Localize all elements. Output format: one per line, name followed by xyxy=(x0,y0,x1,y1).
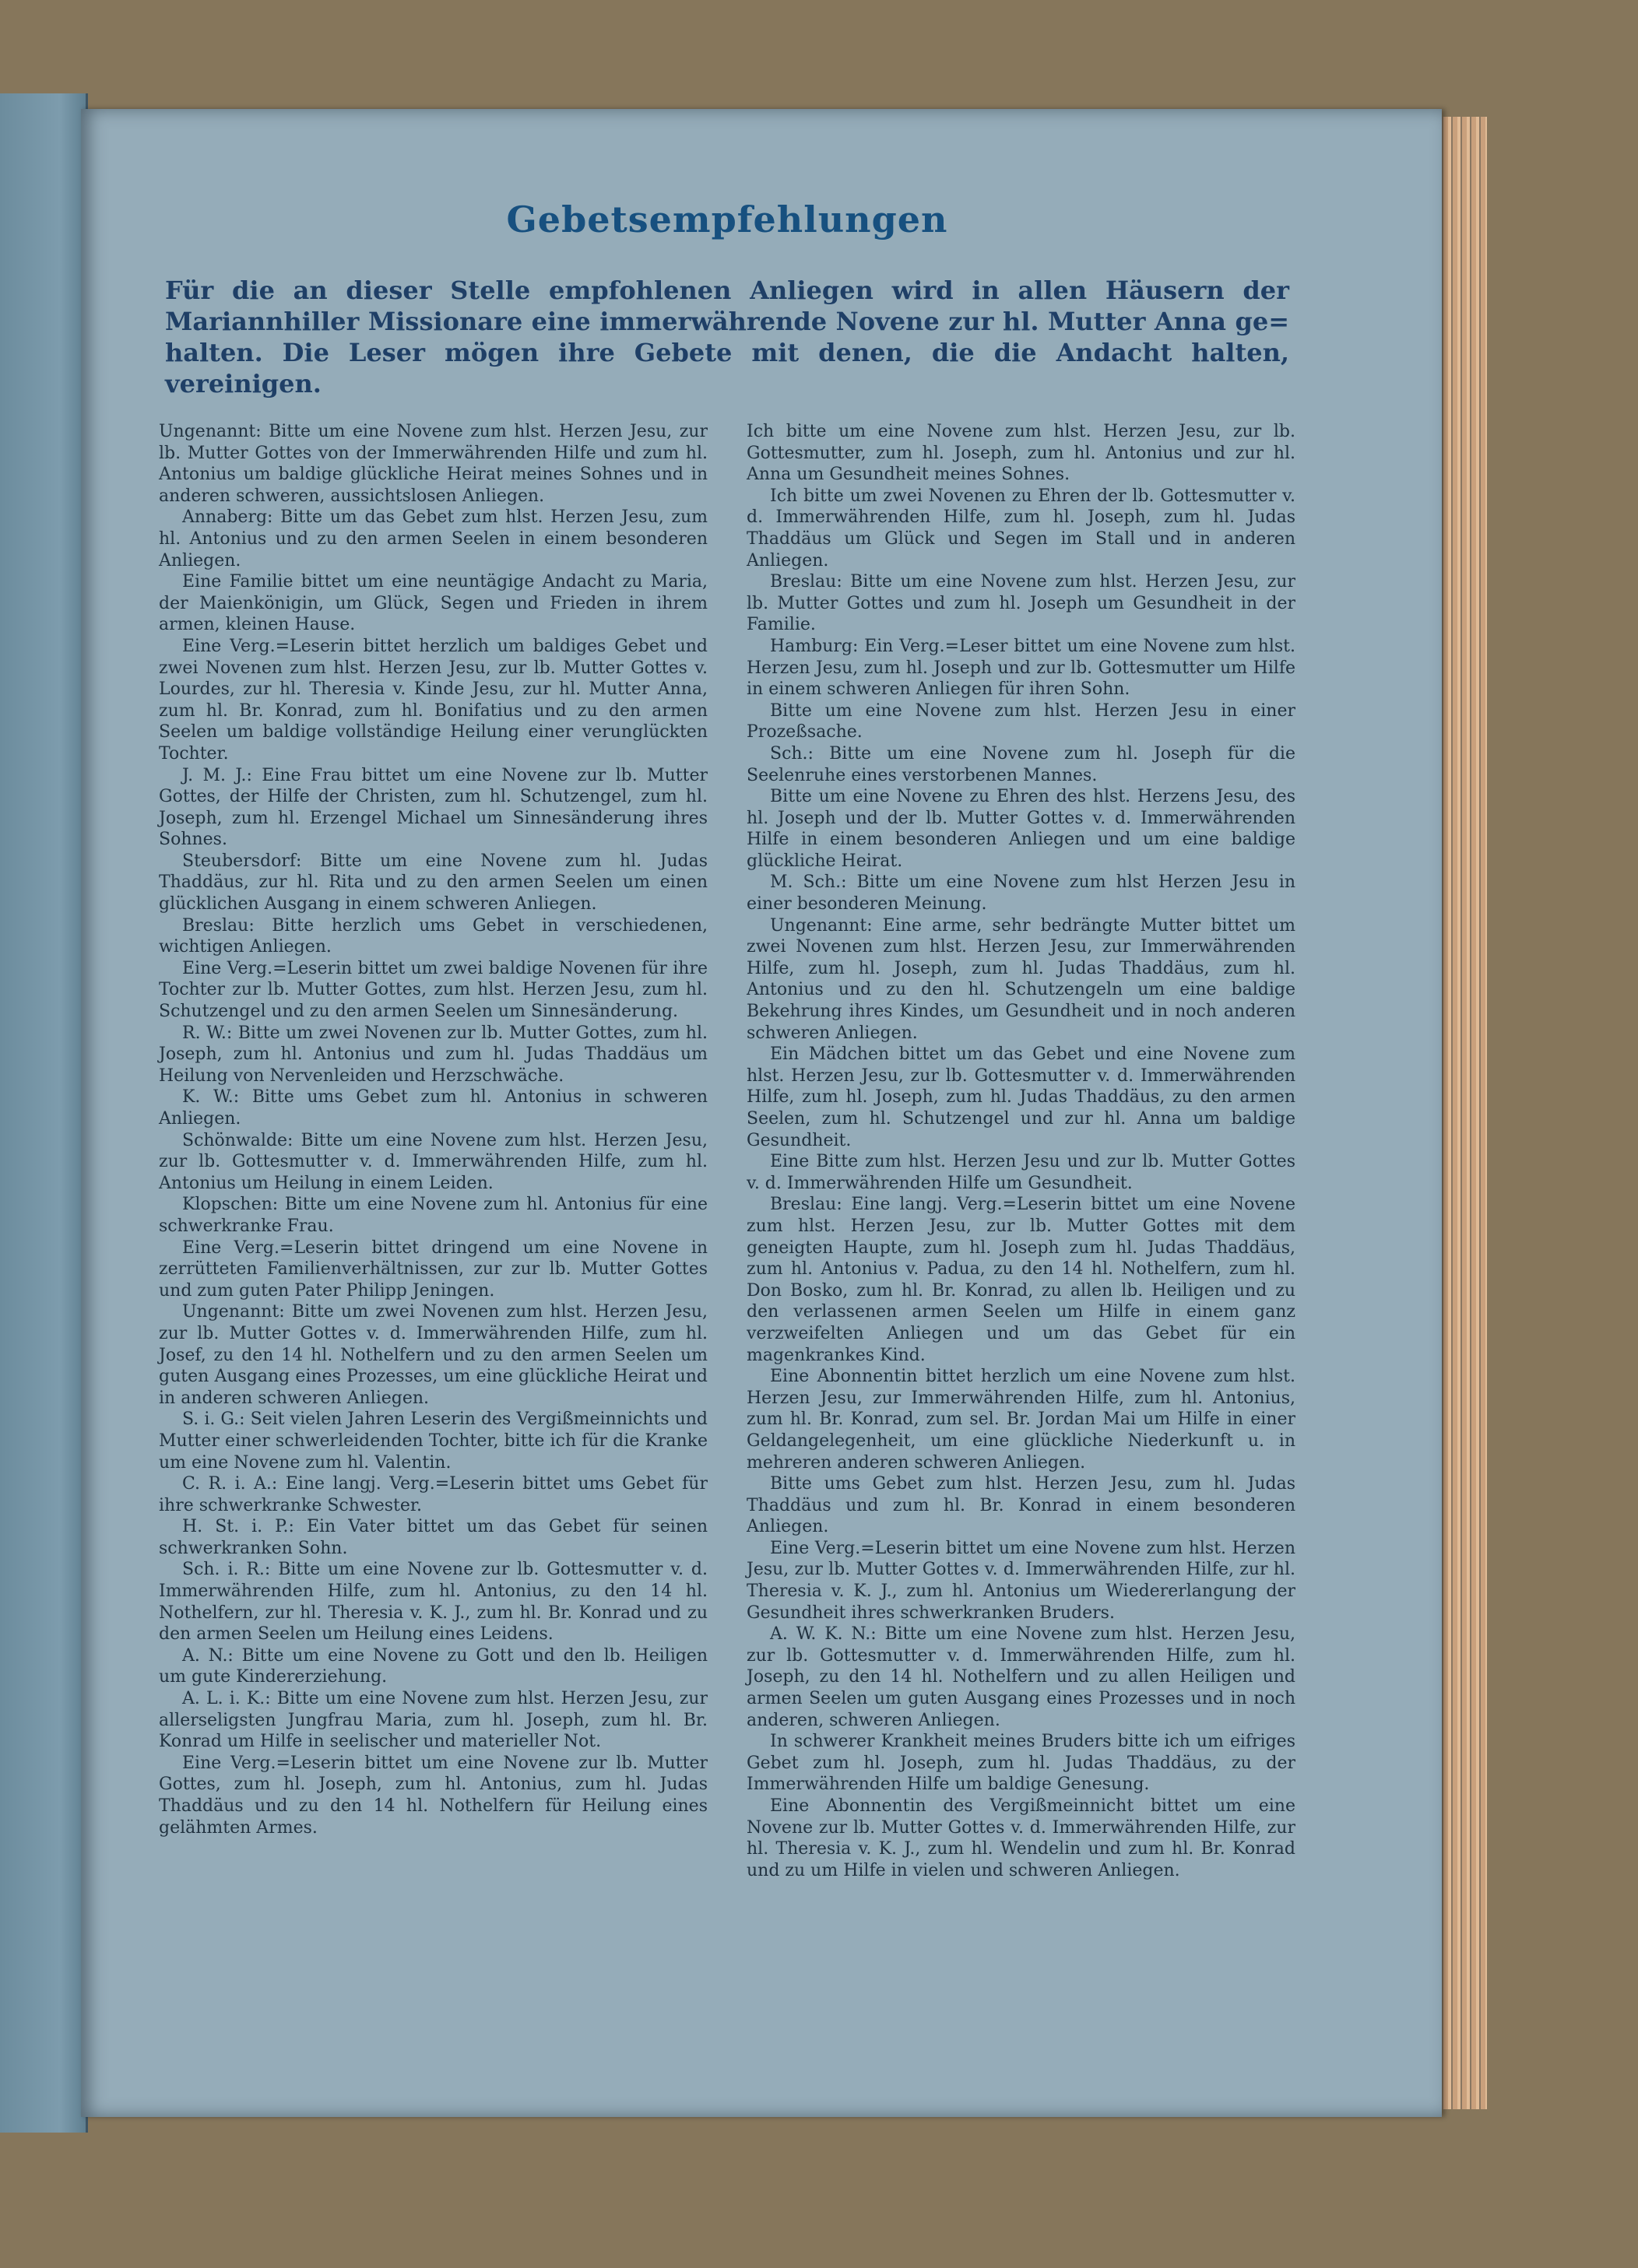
prayer-request: Ungenannt: Eine arme, sehr bedrängte Mutter bittet um zwei Novenen zum hlst. Herzen Jesu, zur Immerwährenden Hilfe, zum hl. Joseph, zum hl. Judas Thaddäus, zum hl. Antonius und zu den hl. Schutzengeln um eine baldige Bekehrung ihres Kindes, um Gesundheit und in noch anderen schweren Anliegen. xyxy=(747,915,1295,1043)
prayer-request: Ungenannt: Bitte um zwei Novenen zum hlst. Herzen Jesu, zur lb. Mutter Gottes v. d. Immerwährenden Hilfe, zum hl. Josef, zu den 14 hl. Nothelfern und zu den armen Seelen um guten Ausgang eines Prozesses, um eine glückliche Heirat und in anderen schweren Anliegen. xyxy=(159,1302,708,1408)
prayer-request: Eine Verg.=Leserin bittet dringend um eine Novene in zerrütteten Familienverhältnissen, zur zur lb. Mutter Gottes und zum guten Pater Philipp Jeningen. xyxy=(159,1238,708,1301)
prayer-request: A. N.: Bitte um eine Novene zu Gott und den lb. Heiligen um gute Kindererziehung. xyxy=(159,1645,708,1687)
prayer-request: Eine Verg.=Leserin bittet herzlich um baldiges Gebet und zwei Novenen zum hlst. Herzen Jesu, zur lb. Mutter Gottes v. Lourdes, zur hl. Theresia v. Kinde Jesu, zur hl. Mutter Anna, zum hl. Br. Konrad, zum hl. Bonifatius und zu den armen Seelen um baldige vollständige Heilung einer verunglückten Tochter. xyxy=(159,636,708,764)
prayer-request: In schwerer Krankheit meines Bruders bitte ich um eifriges Gebet zum hl. Joseph, zum hl. Judas Thaddäus, zu der Immerwährenden Hilfe um baldige Genesung. xyxy=(747,1732,1295,1795)
prayer-request: H. St. i. P.: Ein Vater bittet um das Gebet für seinen schwerkranken Sohn. xyxy=(159,1517,708,1558)
prayer-request: Schönwalde: Bitte um eine Novene zum hlst. Herzen Jesu, zur lb. Gottesmutter v. d. Immerwährenden Hilfe, zum hl. Antonius um Heilung in einem Leiden. xyxy=(159,1130,708,1193)
prayer-request: Eine Abonnentin bittet herzlich um eine Novene zum hlst. Herzen Jesu, zur Immerwährenden Hilfe, zum hl. Antonius, zum hl. Br. Konrad, zum sel. Br. Jordan Mai um Hilfe in einer Geldangelegenheit, um eine glückliche Niederkunft u. in mehreren anderen schweren Anliegen. xyxy=(747,1367,1295,1473)
prayer-request: Ich bitte um eine Novene zum hlst. Herzen Jesu, zur lb. Gottesmutter, zum hl. Joseph, zum hl. Antonius und zur hl. Anna um Gesundheit meines Sohnes. xyxy=(747,422,1295,485)
left-column xyxy=(159,421,708,1838)
prayer-request: Bitte um eine Novene zum hlst. Herzen Jesu in einer Prozeßsache. xyxy=(747,700,1295,743)
prayer-request: Ein Mädchen bittet um das Gebet und eine Novene zum hlst. Herzen Jesu, zur lb. Gottesmutter v. d. Immerwährenden Hilfe, zum hl. Joseph, zum hl. Judas Thaddäus, zu den armen Seelen, zum hl. Schutzengel und zur hl. Anna um baldige Gesundheit. xyxy=(747,1044,1295,1150)
prayer-request: J. M. J.: Eine Frau bittet um eine Novene zur lb. Mutter Gottes, der Hilfe der Christen, zum hl. Schutzengel, zum hl. Joseph, zum hl. Erzengel Michael um Sinnesänderung ihres Sohnes. xyxy=(159,765,708,850)
columns xyxy=(159,421,1295,2149)
prayer-request: K. W.: Bitte ums Gebet zum hl. Antonius in schweren Anliegen. xyxy=(159,1087,708,1129)
prayer-request: C. R. i. A.: Eine langj. Verg.=Leserin bittet ums Gebet für ihre schwerkranke Schwester. xyxy=(159,1474,708,1515)
intro-line: Für die an dieser Stelle empfohlenen Anliegen wird in allen Häusern der xyxy=(165,276,1289,305)
prayer-request: Ungenannt: Bitte um eine Novene zum hlst. Herzen Jesu, zur lb. Mutter Gottes von der Immerwährenden Hilfe und zum hl. Antonius um baldige glückliche Heirat meines Sohnes und in anderen schweren, aussichtslosen Anliegen. xyxy=(159,422,708,506)
prayer-request: Annaberg: Bitte um das Gebet zum hlst. Herzen Jesu, zum hl. Antonius und zu den armen Seelen in einem besonderen Anliegen. xyxy=(159,507,708,571)
page-content xyxy=(159,198,1295,2090)
prayer-request: Breslau: Bitte um eine Novene zum hlst. Herzen Jesu, zur lb. Mutter Gottes und zum hl. Joseph um Gesundheit in der Familie. xyxy=(747,572,1295,635)
prayer-request: R. W.: Bitte um zwei Novenen zur lb. Mutter Gottes, zum hl. Joseph, zum hl. Antonius und zum hl. Judas Thaddäus um Heilung von Nervenleiden und Herzschwäche. xyxy=(159,1023,708,1086)
prayer-request: Steubersdorf: Bitte um eine Novene zum hl. Judas Thaddäus, zur hl. Rita und zu den armen Seelen um einen glücklichen Ausgang in einem schweren Anliegen. xyxy=(159,851,708,915)
prayer-request: Eine Verg.=Leserin bittet um zwei baldige Novenen für ihre Tochter zur lb. Mutter Gottes, zum hlst. Herzen Jesu, zum hl. Schutzengel und zu den armen Seelen um Sinnesänderung. xyxy=(159,958,708,1022)
page-title: Gebetsempfehlungen xyxy=(506,198,948,240)
prayer-request: Hamburg: Ein Verg.=Leser bittet um eine Novene zum hlst. Herzen Jesu, zum hl. Joseph und zur lb. Gottesmutter um Hilfe in einem schweren Anliegen für ihren Sohn. xyxy=(747,636,1295,700)
magazine-page xyxy=(81,109,1442,2117)
prayer-request: Sch.: Bitte um eine Novene zum hl. Joseph für die Seelenruhe eines verstorbenen Mannes. xyxy=(747,743,1295,785)
previous-page-edge xyxy=(0,93,88,2133)
prayer-request: Eine Verg.=Leserin bittet um eine Novene zum hlst. Herzen Jesu, zur lb. Mutter Gottes v. d. Immerwährenden Hilfe, zur hl. Theresia v. K. J., zum hl. Antonius um Wiedererlangung der Gesundheit ihres schwerkranken Bruders. xyxy=(747,1538,1295,1623)
prayer-request: A. W. K. N.: Bitte um eine Novene zum hlst. Herzen Jesu, zur lb. Gottesmutter v. d. Immerwährenden Hilfe, zum hl. Joseph, zu den 14 hl. Nothelfern und zu allen Heiligen und armen Seelen um guten Ausgang eines Prozesses und in noch anderen, schweren Anliegen. xyxy=(747,1624,1295,1730)
prayer-request: Sch. i. R.: Bitte um eine Novene zur lb. Gottesmutter v. d. Immerwährenden Hilfe, zum hl. Antonius, zu den 14 hl. Nothelfern, zur hl. Theresia v. K. J., zum hl. Br. Konrad und zu den armen Seelen um Heilung eines Leidens. xyxy=(159,1560,708,1645)
prayer-request: Breslau: Bitte herzlich ums Gebet in verschiedenen, wichtigen Anliegen. xyxy=(159,915,708,957)
prayer-request: Eine Verg.=Leserin bittet um eine Novene zur lb. Mutter Gottes, zum hl. Joseph, zum hl. Antonius, zum hl. Judas Thaddäus und zu den 14 hl. Nothelfern für Heilung eines gelähmten Armes. xyxy=(159,1753,708,1838)
prayer-request: Ich bitte um zwei Novenen zu Ehren der lb. Gottesmutter v. d. Immerwährenden Hilfe, zum hl. Joseph, zum hl. Judas Thaddäus um Glück und Segen im Stall und in anderen Anliegen. xyxy=(747,486,1295,571)
prayer-request: Breslau: Eine langj. Verg.=Leserin bittet um eine Novene zum hlst. Herzen Jesu, zur lb. Mutter Gottes mit dem geneigten Haupte, zum hl. Joseph zum hl. Judas Thaddäus, zum hl. Antonius v. Padua, zu den 14 hl. Nothelfern, zum hl. Don Bosko, zum hl. Br. Konrad, zu allen lb. Heiligen und zu den verlassenen armen Seelen um Hilfe in einem ganz verzweifelten Anliegen und um das Gebet für ein magenkrankes Kind. xyxy=(747,1195,1295,1365)
prayer-request: A. L. i. K.: Bitte um eine Novene zum hlst. Herzen Jesu, zur allerseligsten Jungfrau Maria, zum hl. Joseph, zum hl. Br. Konrad um Hilfe in seelischer und materieller Not. xyxy=(159,1689,708,1752)
prayer-request: M. Sch.: Bitte um eine Novene zum hlst Herzen Jesu in einer besonderen Meinung. xyxy=(747,872,1295,915)
prayer-request: Eine Familie bittet um eine neuntägige Andacht zu Maria, der Maienkönigin, um Glück, Segen und Frieden in ihrem armen, kleinen Hause. xyxy=(159,572,708,635)
prayer-request: Klopschen: Bitte um eine Novene zum hl. Antonius für eine schwerkranke Frau. xyxy=(159,1195,708,1236)
prayer-request: Bitte ums Gebet zum hlst. Herzen Jesu, zum hl. Judas Thaddäus und zum hl. Br. Konrad in einem besonderen Anliegen. xyxy=(747,1474,1295,1537)
prayer-request: Eine Bitte zum hlst. Herzen Jesu und zur lb. Mutter Gottes v. d. Immerwährenden Hilfe um Gesundheit. xyxy=(747,1152,1295,1193)
right-column xyxy=(747,421,1295,1881)
prayer-request: S. i. G.: Seit vielen Jahren Leserin des Vergißmeinnichts und Mutter einer schwerleidenden Tochter, bitte ich für die Kranke um eine Novene zum hl. Valentin. xyxy=(159,1410,708,1473)
intro-paragraph xyxy=(159,275,1295,399)
prayer-request: Eine Abonnentin des Vergißmeinnicht bittet um eine Novene zur lb. Mutter Gottes v. d. Immerwährenden Hilfe, zur hl. Theresia v. K. J., zum hl. Wendelin und zum hl. Br. Konrad und zu um Hilfe in vielen und schweren Anliegen. xyxy=(747,1796,1295,1880)
intro-line: Mariannhiller Missionare eine immerwährende Novene zur hl. Mutter Anna ge= xyxy=(165,307,1289,336)
prayer-request: Bitte um eine Novene zu Ehren des hlst. Herzens Jesu, des hl. Joseph und der lb. Mutter Gottes v. d. Immerwährenden Hilfe in einem besonderen Anliegen und um eine baldige glückliche Heirat. xyxy=(747,787,1295,871)
intro-line: halten. Die Leser mögen ihre Gebete mit denen, die die Andacht halten, vereinigen. xyxy=(165,338,1289,398)
